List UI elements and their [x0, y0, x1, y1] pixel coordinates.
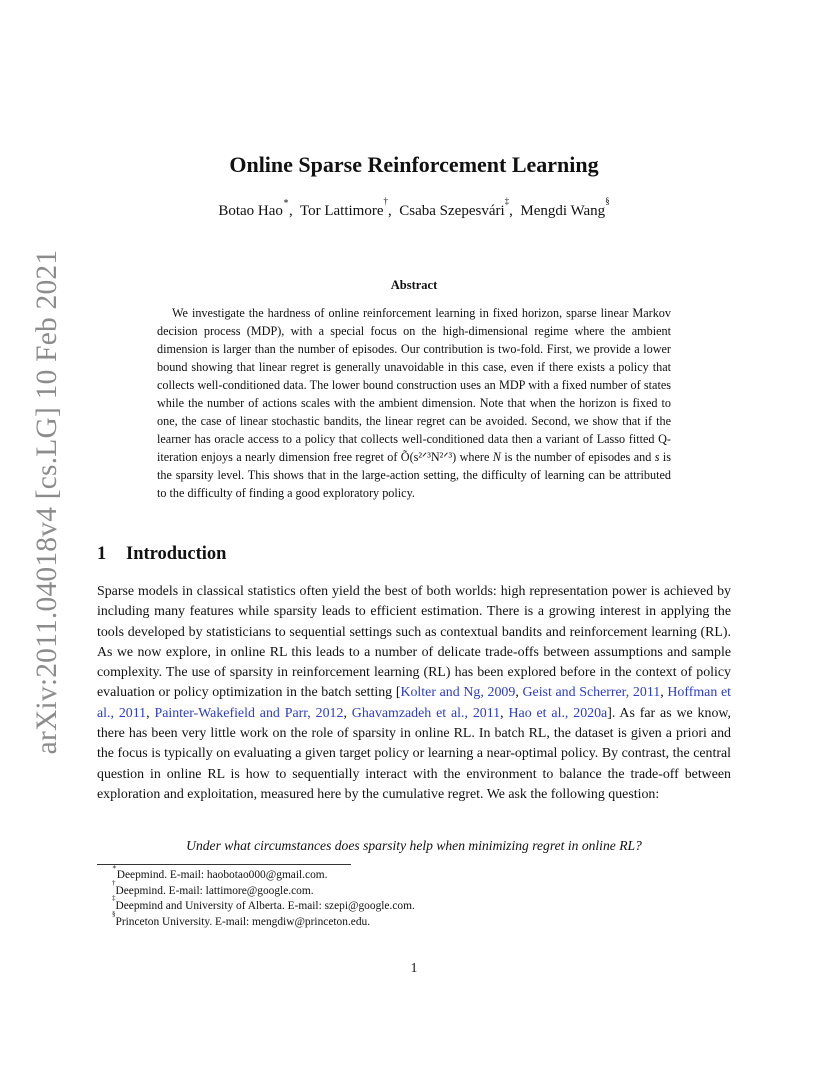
- footnote-mark: †: [112, 878, 116, 887]
- footnote-rule: [97, 864, 351, 865]
- author-name: Csaba Szepesvári: [399, 203, 505, 219]
- intro-body: [97, 582, 731, 805]
- footnote: [112, 909, 415, 931]
- footnotes: [112, 863, 415, 930]
- intro-text: Sparse models in classical statistics often yield the best of both worlds: high representation power is achieved by including many features while sparsity leads to efficient estimation. There is a growing interest in applying the tools developed by statisticians to sequential settings such as contextual bandits and reinforcement learning (RL). As we now explore, in online RL this leads to a number of delicate trade-offs between assumptions and sample complexity. The use of sparsity in reinforcement learning (RL) has been explored before in the context of policy evaluation or policy optimization in the batch setting [: [97, 584, 731, 701]
- footnote-mark: ‡: [504, 196, 510, 206]
- abstract-body: [157, 304, 671, 502]
- footnote-mark: ‡: [112, 894, 116, 903]
- section-number: 1: [97, 544, 107, 564]
- math-var: N: [492, 450, 501, 464]
- citation-link[interactable]: Hoffman et al., 2011: [97, 685, 731, 721]
- section-heading: [97, 544, 226, 565]
- intro-text: ]. As far as we know, there has been very little work on the role of sparsity in online RL. In batch RL, the dataset is given a priori and the focus is typically on evaluating a given target policy or learning a near-optimal policy. By contrast, the central question in online RL is how to sequentially interact with the environment to balance the trade-off between exploration and exploitation, measured here by the cumulative regret. We ask the following question:: [97, 705, 731, 802]
- paper-title: Online Sparse Reinforcement Learning: [229, 152, 599, 177]
- author-name: Tor Lattimore: [300, 203, 384, 219]
- citation-link[interactable]: Hao et al., 2020a: [508, 705, 608, 721]
- footnote-text: Deepmind and University of Alberta. E-mail: szepi@google.com.: [115, 900, 415, 913]
- footnote-mark: ∗: [282, 196, 290, 206]
- footnote-text: Princeton University. E-mail: mengdiw@princeton.edu.: [115, 915, 371, 928]
- footnote-text: Deepmind. E-mail: lattimore@google.com.: [115, 884, 314, 897]
- footnote-mark: §: [112, 909, 116, 918]
- citation-link[interactable]: Ghavamzadeh et al., 2011: [351, 705, 501, 721]
- footnote: [112, 878, 415, 903]
- citation-link[interactable]: Painter-Wakefield and Parr, 2012: [154, 705, 344, 721]
- page-number: 1: [410, 960, 418, 975]
- abstract-text: We investigate the hardness of online reinforcement learning in fixed horizon, sparse linear Markov decision process (MDP), with a special focus on the high-dimensional regime where the ambient dimension is larger than the number of episodes. Our contribution is two-fold. First, we provide a lower bound showing that linear regret is generally unavoidable in this case, even if there exists a policy that collects well-conditioned data. The lower bound construction uses an MDP with a fixed number of states while the number of actions scales with the ambient dimension. Note that when the horizon is fixed to one, the case of linear stochastic bandits, the linear regret can be avoided. Second, we show that if the learner has oracle access to a policy that collects well-conditioned data then a variant of Lasso fitted Q-iteration enjoys a nearly dimension free regret of: [157, 306, 671, 464]
- research-question: Under what circumstances does sparsity help when minimizing regret in online RL?: [186, 838, 642, 853]
- author-name: Botao Hao: [218, 203, 283, 219]
- footnote-mark: †: [383, 196, 389, 206]
- citation-link[interactable]: Kolter and Ng, 2009: [400, 685, 516, 701]
- regret-bound-math: Õ(s²ᐟ³N²ᐟ³): [400, 450, 457, 464]
- author-list: Botao Hao∗, Tor Lattimore†, Csaba Szepesvári‡, Mengdi Wang§: [218, 196, 610, 219]
- footnote-text: Deepmind. E-mail: haobotao000@gmail.com.: [116, 869, 328, 881]
- abstract-paragraph: [157, 304, 671, 502]
- abstract-text: is the sparsity level. This shows that in the large-action setting, the difficulty of learning can be attributed to the difficulty of finding a good exploratory policy.: [157, 450, 671, 500]
- footnote: [112, 863, 415, 884]
- intro-paragraph: Sparse models in classical statistics often yield the best of both worlds: high representation power is achieved by including many features while sparsity leads to efficient estimation. There is a growing interest in applying the tools developed by statisticians to sequential settings such as contextual bandits and reinforcement learning (RL). As we now explore, in online RL this leads to a number of delicate trade-offs between assumptions and sample complexity. The use of sparsity in reinforcement learning (RL) has been explored before in the context of policy evaluation or policy optimization in the batch setting [Kolter and Ng, 2009, Geist and Scherrer, 2011, Hoffman et al., 2011, Painter-Wakefield and Parr, 2012, Ghavamzadeh et al., 2011, Hao et al., 2020a]. As far as we know, there has been very little work on the role of sparsity in online RL. In batch RL, the dataset is given a priori and the focus is typically on evaluating a given target policy or learning a near-optimal policy. By contrast, the central question in online RL is how to sequentially interact with the environment to balance the trade-off between exploration and exploitation, measured here by the cumulative regret. We ask the following question:: [97, 584, 731, 802]
- abstract-text: is the number of episodes and: [500, 450, 655, 464]
- footnote-mark: ∗: [112, 863, 117, 871]
- author-name: Mengdi Wang: [520, 203, 606, 219]
- citation-link[interactable]: Geist and Scherrer, 2011: [522, 685, 661, 701]
- arxiv-side-stamp: arXiv:2011.04018v4 [cs.LG] 10 Feb 2021: [31, 249, 63, 755]
- abstract-text: where: [456, 450, 493, 464]
- footnote-mark: §: [605, 196, 610, 206]
- section-title: Introduction: [126, 544, 227, 564]
- abstract-heading: Abstract: [390, 278, 438, 292]
- footnote: [112, 894, 415, 915]
- math-var: s: [654, 450, 660, 464]
